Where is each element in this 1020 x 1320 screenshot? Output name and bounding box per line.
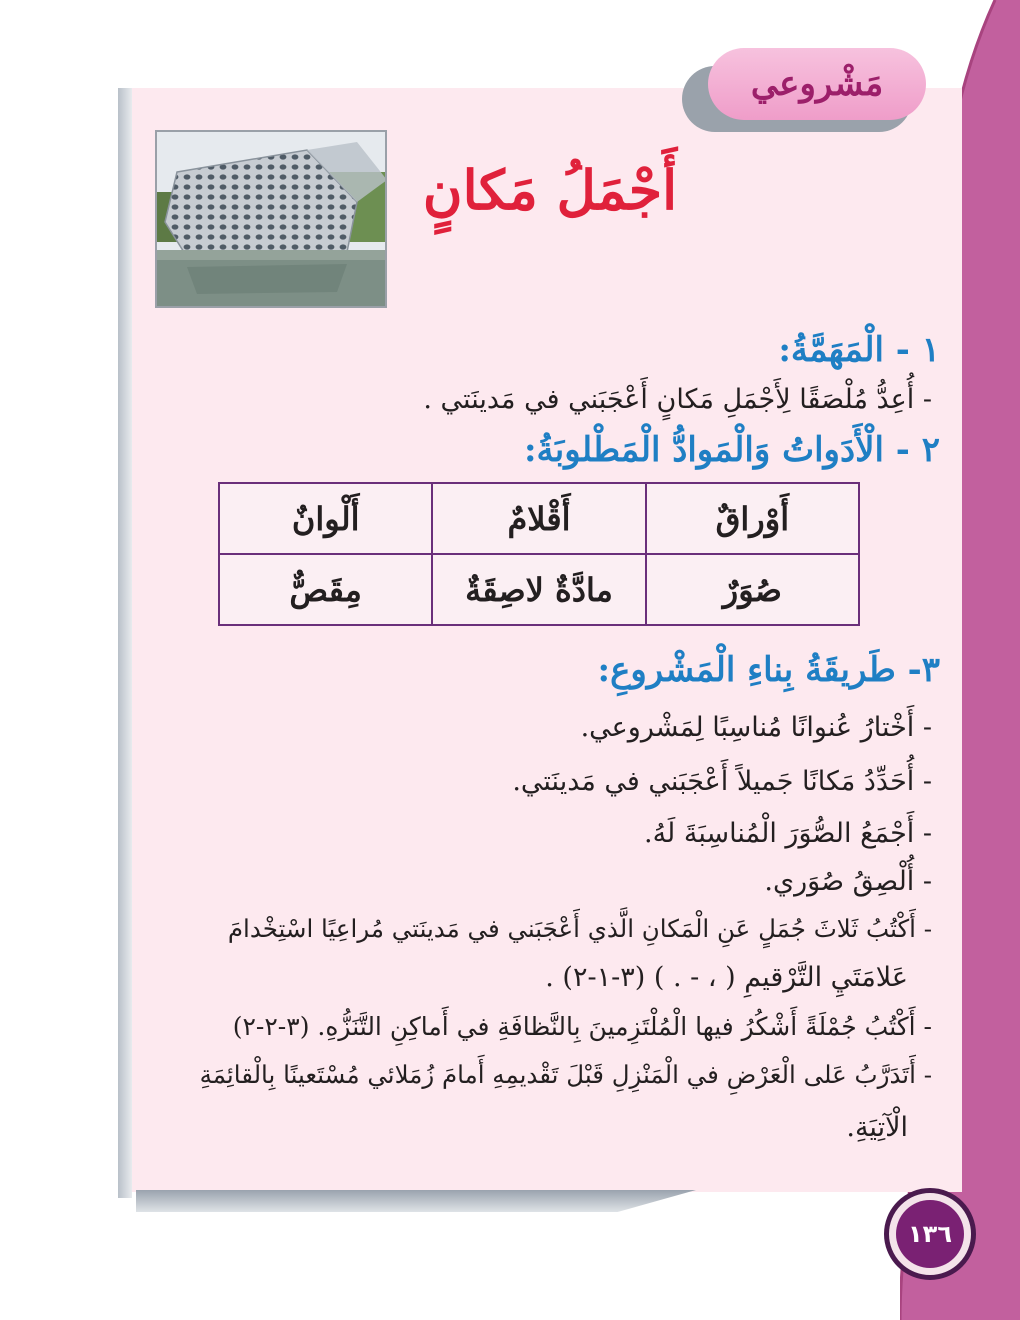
- method-line: عَلامَتَيِ التَّرْقيمِ ( ، - . ) (٣-١-٢) .: [545, 962, 908, 993]
- method-line: - أُلْصِقُ صُوَري.: [764, 866, 932, 897]
- table-cell: مادَّةٌ لاصِقَةٌ: [432, 554, 645, 625]
- frame-left-edge: [118, 88, 132, 1198]
- method-line: - أَخْتارُ عُنوانًا مُناسِبًا لِمَشْروعي.: [580, 712, 932, 743]
- table-row: [219, 554, 859, 625]
- method-line: - أُحَدِّدُ مَكانًا جَميلاً أَعْجَبَني في مَدينَتي.: [512, 766, 932, 797]
- table-cell: مِقَصٌّ: [219, 554, 432, 625]
- method-heading: ٣- طَريقَةُ بِناءِ الْمَشْروعِ:: [597, 650, 940, 690]
- banner-label: مَشْروعي: [750, 64, 884, 104]
- table-cell: أَقْلامٌ: [432, 483, 645, 554]
- task-heading: ١ - الْمَهَمَّةُ:: [778, 330, 940, 370]
- table-cell: صُوَرٌ: [646, 554, 859, 625]
- method-line: - أَتَدَرَّبُ عَلى الْعَرْضِ في الْمَنْزِلِ قَبْلَ تَقْديمِهِ أَمامَ زُمَلائي مُسْتَعينًا بِالْقائِمَةِ: [199, 1060, 932, 1089]
- method-line: - أَكْتُبُ ثَلاثَ جُمَلٍ عَنِ الْمَكانِ الَّذي أَعْجَبَني في مَدينَتي مُراعِيًا اسْتِخْدامَ: [227, 914, 932, 943]
- tools-heading: ٢ - الْأَدَواتُ وَالْمَوادُّ الْمَطْلوبَةُ:: [523, 430, 940, 470]
- table-cell: أَلْوانٌ: [219, 483, 432, 554]
- table-row: [219, 483, 859, 554]
- method-line: - أَكْتُبُ جُمْلَةً أَشْكُرُ فيها الْمُلْتَزِمينَ بِالنَّظافَةِ في أَماكِنِ التَّنَزُّهِ. (٣-٢-٢): [232, 1012, 932, 1041]
- frame-bottom-edge: [136, 1190, 696, 1212]
- task-line: - أُعِدُّ مُلْصَقًا لِأَجْمَلِ مَكانٍ أَعْجَبَني في مَدينَتي .: [423, 384, 932, 415]
- method-line: الْآتِيَةِ.: [846, 1112, 908, 1143]
- method-line: - أَجْمَعُ الصُّوَرَ الْمُناسِبَةَ لَهُ.: [644, 818, 932, 849]
- materials-table: [218, 482, 860, 626]
- building-photo: [155, 130, 387, 308]
- table-cell: أَوْراقٌ: [646, 483, 859, 554]
- page-number-badge: [896, 1200, 964, 1268]
- project-banner: [708, 48, 926, 120]
- page-title: أَجْمَلُ مَكانٍ: [422, 158, 678, 222]
- page-number: ١٣٦: [908, 1220, 952, 1248]
